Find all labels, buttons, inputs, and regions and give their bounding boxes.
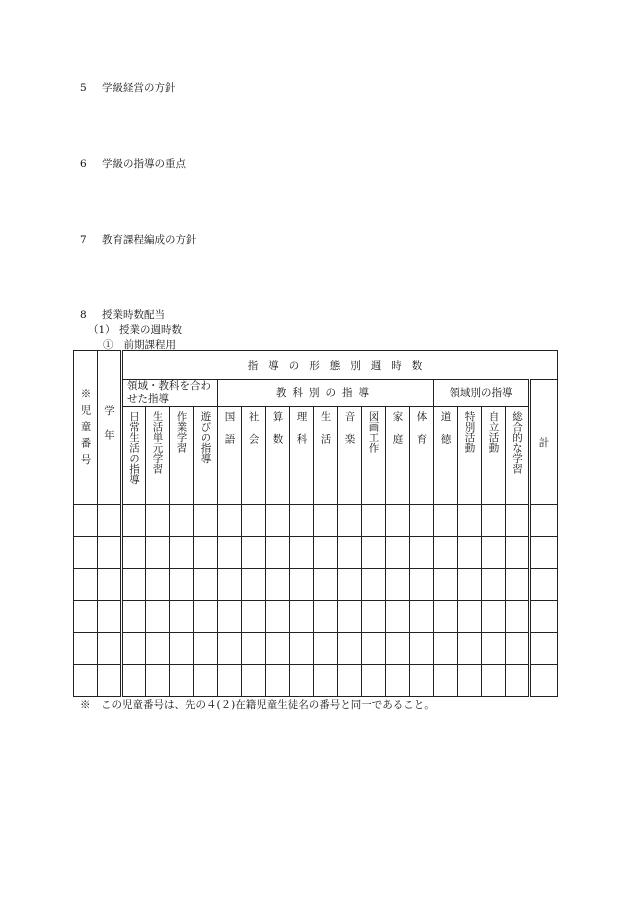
subsection-circle-1-num: ① [103,339,114,351]
section-6-title: 学級の指導の重点 [102,158,186,170]
table-cell[interactable] [146,505,170,537]
table-cell[interactable] [338,633,362,665]
table-cell[interactable] [434,537,458,569]
table-cell[interactable] [74,665,98,697]
table-cell[interactable] [434,665,458,697]
domain-col-3: 総合的な学習 [506,407,530,505]
table-cell[interactable] [410,537,434,569]
table-cell[interactable] [290,569,314,601]
table-cell[interactable] [170,569,194,601]
subject-col-7: 家庭 [386,407,410,505]
table-cell[interactable] [242,665,266,697]
subsection-1-num: （1） [88,324,116,336]
table-cell[interactable] [290,505,314,537]
domain-col-2: 自立活動 [482,407,506,505]
table-row [74,569,558,601]
table-cell[interactable] [122,665,146,697]
footnote: ※ この児童番号は、先の４(２)在籍児童生徒名の番号と同一であること。 [80,699,435,711]
table-cell[interactable] [170,537,194,569]
table-cell[interactable] [458,601,482,633]
subsection-1 [88,322,182,337]
table-cell[interactable] [98,505,122,537]
table-cell[interactable] [146,601,170,633]
section-8: 8 授業時数配当 [80,309,165,321]
table-cell[interactable] [98,633,122,665]
weekly-hours-table [73,350,558,697]
table-cell[interactable] [74,537,98,569]
table-cell[interactable] [506,569,530,601]
student-number-header: ※児童番号 [74,351,98,505]
subject-col-4: 生活 [314,407,338,505]
table-cell[interactable] [194,601,218,633]
table-cell[interactable] [74,505,98,537]
total-header: 計 [530,380,558,505]
table-cell[interactable] [386,505,410,537]
combined-guidance-header: 領域・教科を合わせた指導 [122,380,218,407]
table-cell[interactable] [482,537,506,569]
table-cell[interactable] [290,537,314,569]
table-row [74,633,558,665]
subject-col-1: 社会 [242,407,266,505]
table-cell[interactable] [482,601,506,633]
table-cell[interactable] [146,537,170,569]
table-cell[interactable] [266,601,290,633]
table-cell[interactable] [146,569,170,601]
table-cell[interactable] [170,601,194,633]
table-cell[interactable] [506,537,530,569]
section-5-title: 学級経営の方針 [102,82,176,94]
table-cell[interactable] [338,601,362,633]
table-cell[interactable] [458,505,482,537]
table-cell[interactable] [266,569,290,601]
combined-col-0: 日常生活の指導 [122,407,146,505]
table-row [74,537,558,569]
subject-col-3: 理科 [290,407,314,505]
table-cell[interactable] [386,569,410,601]
table-row [74,665,558,697]
table-cell[interactable] [482,569,506,601]
table-cell[interactable] [242,505,266,537]
table-cell[interactable] [314,665,338,697]
table-cell[interactable] [314,633,338,665]
table-cell[interactable] [434,633,458,665]
table-cell[interactable] [98,665,122,697]
section-7-title: 教育課程編成の方針 [102,234,197,246]
table-cell[interactable] [194,633,218,665]
table-cell[interactable] [338,569,362,601]
section-7: 7 教育課程編成の方針 [80,234,197,246]
table-cell[interactable] [218,537,242,569]
main-header: 指導の形態別週時数 [122,351,558,380]
subject-col-0: 国語 [218,407,242,505]
table-cell[interactable] [410,665,434,697]
table-cell[interactable] [314,569,338,601]
table-cell[interactable] [242,633,266,665]
table-cell[interactable] [146,665,170,697]
table-cell[interactable] [338,505,362,537]
domain-col-0: 道徳 [434,407,458,505]
table-cell[interactable] [410,569,434,601]
table-cell[interactable] [434,569,458,601]
combined-col-3: 遊びの指導 [194,407,218,505]
table-cell[interactable] [242,601,266,633]
subject-col-5: 音楽 [338,407,362,505]
table-cell[interactable] [482,633,506,665]
table-cell[interactable] [530,665,558,697]
domain-col-1: 特別活動 [458,407,482,505]
table-cell[interactable] [314,505,338,537]
subsection-circle-1-title: 前期課程用 [123,339,177,351]
table-cell[interactable] [98,537,122,569]
table-cell[interactable] [386,633,410,665]
table-cell[interactable] [530,505,558,537]
table-cell[interactable] [242,569,266,601]
table-cell[interactable] [98,601,122,633]
table-cell[interactable] [122,601,146,633]
table-cell[interactable] [530,569,558,601]
table-cell[interactable] [314,537,338,569]
table-cell[interactable] [218,633,242,665]
table-cell[interactable] [266,505,290,537]
table-cell[interactable] [314,601,338,633]
table-cell[interactable] [290,665,314,697]
table-cell[interactable] [266,537,290,569]
table-cell[interactable] [218,665,242,697]
table-cell[interactable] [458,537,482,569]
table-cell[interactable] [410,601,434,633]
table-cell[interactable] [458,665,482,697]
table-cell[interactable] [386,537,410,569]
table-cell[interactable] [386,601,410,633]
subject-col-6: 図画工作 [362,407,386,505]
subsection-1-title: 授業の週時数 [119,324,183,336]
table-cell[interactable] [362,537,386,569]
table-cell[interactable] [530,537,558,569]
table-row [74,505,558,537]
table-cell[interactable] [218,505,242,537]
table-cell[interactable] [74,601,98,633]
table-cell[interactable] [362,505,386,537]
table-cell[interactable] [266,633,290,665]
domain-guidance-header: 領域別の指導 [434,380,530,407]
combined-col-1: 生活単元学習 [146,407,170,505]
table-cell[interactable] [410,505,434,537]
table-cell[interactable] [266,665,290,697]
table-cell[interactable] [362,569,386,601]
table-cell[interactable] [170,665,194,697]
table-cell[interactable] [194,569,218,601]
table-row [74,601,558,633]
table-cell[interactable] [362,633,386,665]
table-cell[interactable] [506,505,530,537]
table-cell[interactable] [170,633,194,665]
table-cell[interactable] [194,537,218,569]
table-cell[interactable] [290,633,314,665]
table-cell[interactable] [362,665,386,697]
table-cell[interactable] [434,505,458,537]
table-cell[interactable] [338,665,362,697]
table-cell[interactable] [122,569,146,601]
table-cell[interactable] [218,569,242,601]
subject-col-8: 体育 [410,407,434,505]
table-cell[interactable] [458,569,482,601]
table-cell[interactable] [458,633,482,665]
table-cell[interactable] [122,537,146,569]
table-cell[interactable] [170,505,194,537]
table-cell[interactable] [74,569,98,601]
table-cell[interactable] [386,665,410,697]
table-cell[interactable] [482,505,506,537]
table-cell[interactable] [434,601,458,633]
table-cell[interactable] [194,505,218,537]
subject-guidance-header: 教科別の指導 [218,380,434,407]
table-cell[interactable] [506,633,530,665]
table-cell[interactable] [338,537,362,569]
subject-col-2: 算数 [266,407,290,505]
table-cell[interactable] [290,601,314,633]
table-cell[interactable] [362,601,386,633]
table-cell[interactable] [530,601,558,633]
table-cell[interactable] [530,633,558,665]
table-cell[interactable] [98,569,122,601]
table-cell[interactable] [122,633,146,665]
section-6: 6 学級の指導の重点 [80,158,186,170]
grade-header: 学年 [98,351,122,505]
table-cell[interactable] [242,537,266,569]
table-cell[interactable] [146,633,170,665]
section-8-title: 授業時数配当 [102,309,165,321]
combined-col-2: 作業学習 [170,407,194,505]
table-cell[interactable] [194,665,218,697]
table-cell[interactable] [506,601,530,633]
table-cell[interactable] [506,665,530,697]
table-cell[interactable] [122,505,146,537]
table-cell[interactable] [482,665,506,697]
section-5: 5 学級経営の方針 [80,82,176,94]
table-cell[interactable] [410,633,434,665]
table-cell[interactable] [218,601,242,633]
table-cell[interactable] [74,633,98,665]
